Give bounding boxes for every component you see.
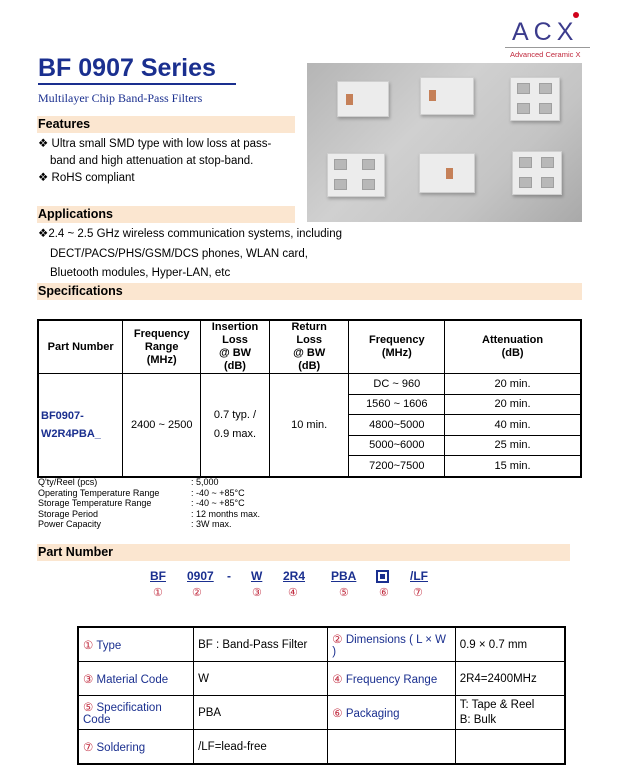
frequency-cell: 7200~7500 [349,456,445,477]
pn-index-1: ① [153,587,163,599]
list-item: ❖ Ultra small SMD type with low loss at pass- [38,138,272,150]
title-underline [38,83,236,85]
chip-image [512,151,562,195]
attenuation-cell: 25 min. [445,435,581,456]
misc-spec-values: : 5,000 : -40 ~ +85°C : -40 ~ +85°C : 12 months max. : 3W max. [191,477,261,529]
logo-dot-icon [573,12,579,18]
pn-index-7: ⑦ [413,587,423,599]
legend-value: 2R4=2400MHz [455,662,565,696]
bullet-icon: ❖ [38,228,49,240]
features-heading: Features [38,117,91,131]
table-row [78,662,565,696]
pn-code-bf: BF [150,569,166,583]
legend-key: ⑦ Soldering [78,730,194,765]
col-part-number: Part Number [38,320,123,374]
col-insertion-loss: Insertion Loss @ BW (dB) [201,320,270,374]
frequency-cell: 4800~5000 [349,415,445,436]
frequency-range-cell: 2400 ~ 2500 [123,374,201,477]
part-number-bar [37,544,570,561]
specifications-table [37,319,582,478]
legend-value: W [194,662,328,696]
return-loss-cell: 10 min. [269,374,349,477]
brand-tagline: Advanced Ceramic X [510,50,581,59]
pn-code-lf: /LF [410,569,428,583]
features-list [38,136,308,187]
pn-code-dash: - [227,569,231,583]
list-item: ❖ RoHS compliant [38,172,135,184]
legend-key: ② Dimensions ( L × W ) [328,627,455,662]
logo-divider [505,47,590,48]
specifications-heading: Specifications [38,284,123,298]
bullet-icon: ❖ [38,138,49,150]
pn-index-2: ② [192,587,202,599]
legend-empty [328,730,455,765]
col-attenuation: Attenuation (dB) [445,320,581,374]
list-item: ❖2.4 ~ 2.5 GHz wireless communication systems, including [38,228,343,240]
legend-value: T: Tape & Reel B: Bulk [455,696,565,730]
col-frequency-range: Frequency Range (MHz) [123,320,201,374]
legend-value: 0.9 × 0.7 mm [455,627,565,662]
brand-logo: ACX [512,18,579,46]
page-title: BF 0907 Series [38,54,216,82]
pn-code-w: W [251,569,263,583]
bullet-icon: ❖ [38,172,49,184]
col-frequency: Frequency (MHz) [349,320,445,374]
attenuation-cell: 40 min. [445,415,581,436]
legend-empty [455,730,565,765]
legend-key: ④ Frequency Range [328,662,455,696]
attenuation-cell: 20 min. [445,394,581,415]
pn-index-3: ③ [252,587,262,599]
frequency-cell: 5000~6000 [349,435,445,456]
chip-image [420,77,474,115]
part-number-legend-table [77,626,566,765]
pn-code-pba: PBA [331,569,357,583]
attenuation-cell: 20 min. [445,374,581,395]
list-item: DECT/PACS/PHS/GSM/DCS phones, WLAN card, [50,247,308,260]
table-row [78,627,565,662]
legend-value: /LF=lead-free [194,730,328,765]
pn-code-0907: 0907 [187,569,214,583]
table-row [38,374,581,395]
pn-index-4: ④ [288,587,298,599]
legend-key: ① Type [78,627,194,662]
product-photo [307,63,582,222]
list-item: band and high attenuation at stop-band. [50,155,254,167]
part-number-heading: Part Number [38,545,114,559]
pn-code-2r4: 2R4 [283,569,306,583]
legend-key: ③ Material Code [78,662,194,696]
applications-text [38,225,368,284]
chip-image [327,153,385,197]
table-row [78,730,565,765]
legend-value: PBA [194,696,328,730]
part-number-cell: BF0907- W2R4PBA_ [38,374,123,477]
legend-value: BF : Band-Pass Filter [194,627,328,662]
legend-key: ⑥ Packaging [328,696,455,730]
chip-image [337,81,389,117]
col-return-loss: Return Loss @ BW (dB) [269,320,349,374]
pn-index-6: ⑥ [379,587,389,599]
chip-image [510,77,560,121]
table-row [78,696,565,730]
chip-image [419,153,475,193]
page-subtitle: Multilayer Chip Band-Pass Filters [38,91,203,105]
attenuation-cell: 15 min. [445,456,581,477]
misc-spec-labels: Q'ty/Reel (pcs) Operating Temperature Range Storage Temperature Range Storage Period Power Capacity [38,477,160,529]
frequency-cell: 1560 ~ 1606 [349,394,445,415]
pn-index-5: ⑤ [339,587,349,599]
table-header-row [38,320,581,374]
insertion-loss-cell: 0.7 typ. / 0.9 max. [201,374,270,477]
applications-heading: Applications [38,207,114,221]
list-item: Bluetooth modules, Hyper-LAN, etc [50,267,231,279]
frequency-cell: DC ~ 960 [349,374,445,395]
legend-key: ⑤ Specification Code [78,696,194,730]
